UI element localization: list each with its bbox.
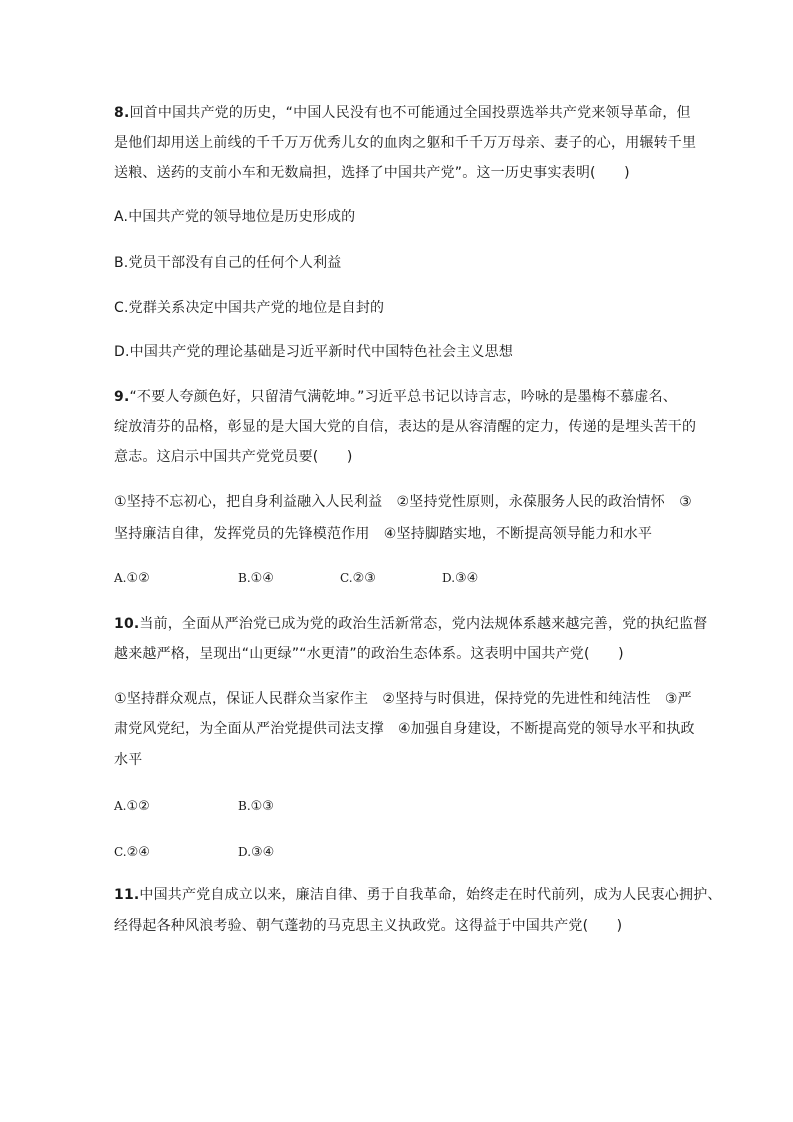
q9-statements-2: 坚持廉洁自律，发挥党员的先锋模范作用 ④坚持脚踏实地，不断提高领导能力和水平 (114, 526, 653, 542)
q8-option-c (114, 298, 384, 318)
q8-option-b (114, 253, 341, 273)
q9-line-2: 绽放清芬的品格，彰显的是大国大党的自信，表达的是从容清醒的定力，传递的是埋头苦干的 (114, 419, 697, 435)
q10-option-c-text: ②④ (126, 845, 150, 860)
q9-statements-1: ①坚持不忘初心，把自身利益融入人民利益 ②坚持党性原则，永葆服务人民的政治情怀 ③ (114, 494, 692, 510)
q9-option-d-text: ③④ (455, 571, 479, 586)
q8-option-b-text: 党员干部没有自己的任何个人利益 (128, 255, 342, 271)
q10-statements-2: 肃党风党纪，为全面从严治党提供司法支撑 ④加强自身建设，不断提高党的领导水平和执政 (114, 721, 695, 737)
q8-option-c-text: 党群关系决定中国共产党的地位是自封的 (128, 300, 385, 316)
q8-option-a-letter: A. (114, 209, 129, 225)
q9-number: 9. (114, 389, 130, 405)
q9-option-b-text: ①④ (250, 571, 274, 586)
q11-line-1 (114, 885, 722, 905)
q9-option-a (114, 568, 150, 589)
q10-option-a (114, 796, 150, 817)
q9-option-d (442, 568, 478, 589)
q8-option-a-text: 中国共产党的领导地位是历史形成的 (128, 209, 356, 225)
q9-option-c-letter: C. (340, 571, 353, 585)
q8-option-d-letter: D. (114, 344, 130, 360)
q9-option-c-text: ②③ (352, 571, 376, 586)
q10-option-d-text: ③④ (251, 845, 275, 860)
q10-statements-1: ①坚持群众观点，保证人民群众当家作主 ②坚持与时俱进，保持党的先进性和纯洁性 ③严 (114, 691, 692, 707)
q8-number: 8. (114, 105, 130, 121)
q10-stem-1: 当前，全面从严治党已成为党的政治生活新常态，党内法规体系越来越完善，党的执纪监督 (139, 616, 708, 632)
q10-option-d (238, 842, 274, 863)
q8-option-b-letter: B. (114, 255, 129, 271)
q8-option-a (114, 207, 355, 227)
q10-line-2: 越来越严格，呈现出“山更绿”“水更清”的政治生态体系。这表明中国共产党( ) (114, 646, 624, 662)
q11-line-2: 经得起各种风浪考验、朝气蓬勃的马克思主义执政党。这得益于中国共产党( ) (114, 918, 623, 934)
q10-option-a-letter: A. (114, 799, 127, 813)
q11-stem-1: 中国共产党自成立以来，廉洁自律、勇于自我革命，始终走在时代前列，成为人民衷心拥护、 (139, 887, 722, 903)
q10-option-c (114, 842, 150, 863)
q10-option-b-text: ①③ (250, 799, 274, 814)
q9-line-1 (114, 387, 677, 407)
q9-option-b-letter: B. (238, 571, 251, 585)
q8-option-c-letter: C. (114, 300, 129, 316)
q10-option-d-letter: D. (238, 845, 252, 859)
q10-line-1 (114, 614, 707, 634)
q10-option-a-text: ①② (126, 799, 150, 814)
q8-option-d (114, 342, 513, 362)
q9-option-a-letter: A. (114, 571, 127, 585)
q9-option-c (340, 568, 376, 589)
q9-option-a-text: ①② (126, 571, 150, 586)
q9-stem-1: “不要人夸颜色好，只留清气满乾坤。”习近平总书记以诗言志，吟咏的是墨梅不慕虚名、 (129, 389, 677, 405)
q8-stem-1: 回首中国共产党的历史，“中国人民没有也不可能通过全国投票选举共产党来领导革命，但 (129, 105, 691, 121)
q10-option-b-letter: B. (238, 799, 251, 813)
q11-number: 11. (114, 887, 140, 903)
q8-option-d-text: 中国共产党的理论基础是习近平新时代中国特色社会主义思想 (129, 344, 514, 360)
q8-line-3: 送粮、送药的支前小车和无数扁担，选择了中国共产党”。这一历史事实表明( ) (114, 165, 630, 181)
q9-line-3: 意志。这启示中国共产党党员要( ) (114, 449, 353, 465)
q9-option-b (238, 568, 274, 589)
q10-number: 10. (114, 616, 140, 632)
q9-option-d-letter: D. (442, 571, 456, 585)
q10-statements-3: 水平 (114, 752, 143, 768)
q10-option-c-letter: C. (114, 845, 127, 859)
q10-option-b (238, 796, 274, 817)
q8-line-2: 是他们却用送上前线的千千万万优秀儿女的血肉之躯和千千万万母亲、妻子的心，用辗转千里 (114, 135, 697, 151)
q8-line-1 (114, 103, 691, 123)
